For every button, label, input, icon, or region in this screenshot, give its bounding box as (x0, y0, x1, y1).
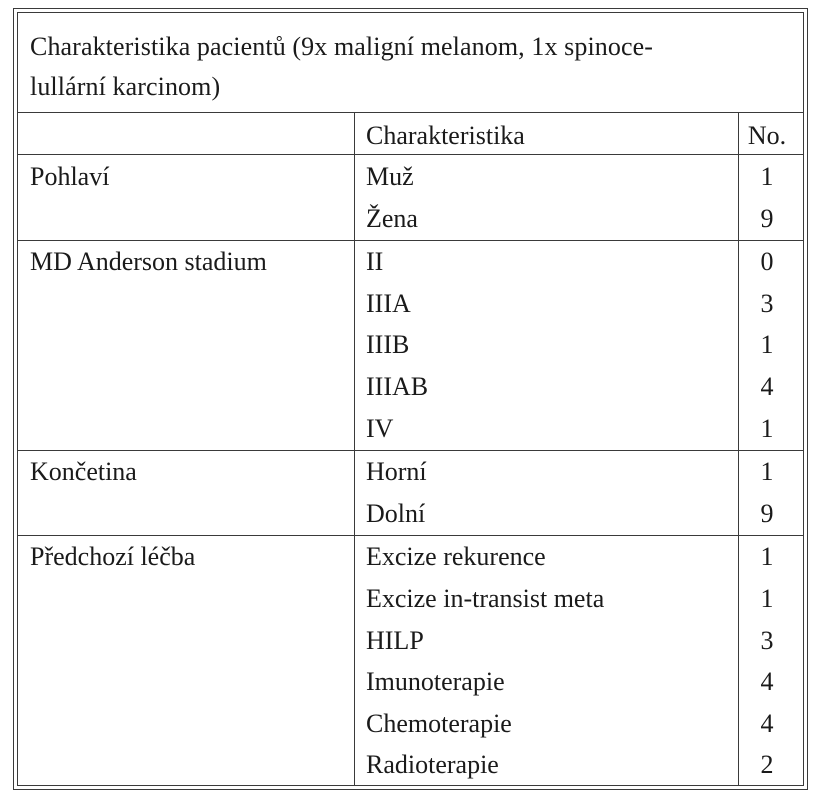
table-frame (13, 8, 808, 790)
characteristic-label: Imunoterapie (366, 667, 505, 697)
characteristic-label: Muž (366, 162, 414, 191)
count-value: 1 (760, 542, 774, 572)
group-separator (18, 240, 803, 241)
category-label: MD Anderson stadium (30, 247, 267, 277)
count-value: 1 (760, 162, 774, 191)
count-value: 9 (760, 203, 774, 233)
table-caption (18, 13, 803, 113)
header-number: No. (747, 121, 787, 150)
count-value: 3 (760, 625, 774, 655)
category-label: Pohlaví (30, 162, 110, 191)
characteristic-label: Chemoterapie (366, 708, 512, 738)
category-label: Končetina (30, 457, 137, 487)
count-value: 2 (760, 750, 774, 780)
characteristic-label: IIIA (366, 288, 411, 318)
characteristic-label: Žena (366, 203, 418, 233)
count-value: 4 (760, 667, 774, 697)
header-characteristic: Charakteristika (366, 121, 525, 150)
characteristic-label: Excize rekurence (366, 542, 546, 572)
characteristic-label: Horní (366, 457, 427, 487)
caption-line-2: lullární karcinom) (30, 72, 221, 101)
group-separator (18, 450, 803, 451)
characteristic-label: Radioterapie (366, 750, 499, 780)
category-label: Předchozí léčba (30, 542, 196, 572)
caption-line-1: Charakteristika pacientů (9x maligní melanom, 1x spinoce- (30, 32, 654, 61)
count-value: 9 (760, 498, 774, 528)
characteristic-label: IV (366, 413, 394, 443)
table (17, 12, 804, 786)
count-value: 0 (760, 247, 774, 277)
count-value: 4 (760, 708, 774, 738)
characteristic-label: IIIB (366, 330, 410, 360)
characteristic-label: HILP (366, 625, 424, 655)
group-separator (18, 535, 803, 536)
count-value: 4 (760, 372, 774, 401)
count-value: 1 (760, 413, 774, 443)
characteristic-label: IIIAB (366, 372, 429, 401)
count-value: 3 (760, 288, 774, 318)
characteristic-label: II (366, 247, 384, 277)
column-divider (354, 113, 355, 785)
count-value: 1 (760, 330, 774, 360)
count-value: 1 (760, 584, 774, 613)
characteristic-label: Dolní (366, 498, 426, 528)
count-value: 1 (760, 457, 774, 487)
characteristic-label: Excize in-transist meta (366, 584, 605, 613)
